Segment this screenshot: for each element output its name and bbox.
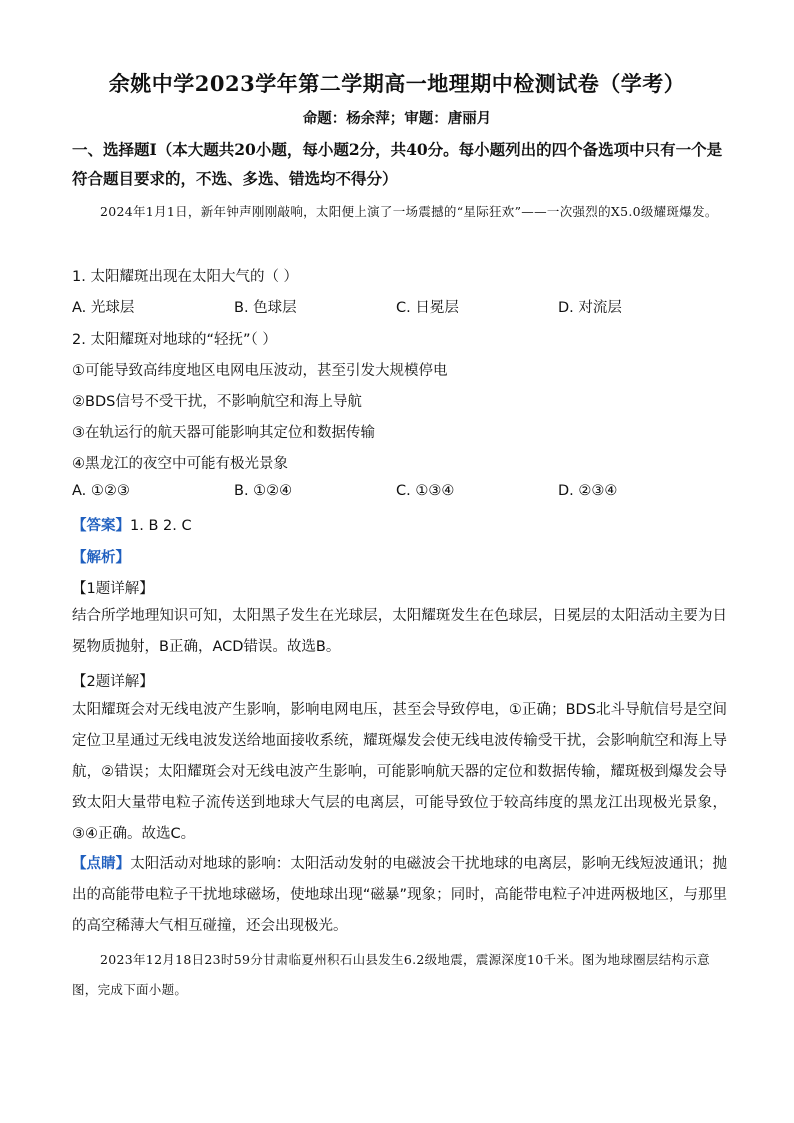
q2-item-3: ③在轨运行的航天器可能影响其定位和数据传输 xyxy=(72,425,375,441)
q1-detail-text: 结合所学地理知识可知，太阳黑子发生在光球层，太阳耀斑发生在色球层，日冕层的太阳活动主要为日冕物质抛射，B正确，ACD错误。故选B。 xyxy=(72,608,727,655)
passage-stem-2: 2023年12月18日23时59分甘肃临夏州积石山县发生6.2级地震，震源深度10千米。图为地球圈层结构示意图，完成下面小题。 xyxy=(72,952,710,997)
q1-option-a: A. 光球层 xyxy=(72,300,135,316)
q1-detail-heading: 【1题详解】 xyxy=(72,581,154,597)
section-heading: 一、选择题Ⅰ（本大题共20小题，每小题2分，共40分。每小题列出的四个备选项中只有一个是符合题目要求的，不选、多选、错选均不得分） xyxy=(72,140,723,188)
exam-authors: 命题：杨余萍；审题：唐丽月 xyxy=(302,110,492,127)
answer-label: 【答案】 xyxy=(72,518,130,534)
answer-line xyxy=(72,514,192,535)
q1-option-b: B. 色球层 xyxy=(234,300,297,316)
tip-paragraph xyxy=(72,849,727,942)
q1-option-c: C. 日冕层 xyxy=(396,300,459,316)
q2-option-c: C. ①③④ xyxy=(396,483,455,499)
tip-text: 太阳活动对地球的影响：太阳活动发射的电磁波会干扰地球的电离层，影响无线短波通讯；抛出的高能带电粒子干扰地球磁场，使地球出现“磁暴”现象；同时，高能带电粒子冲进两极地区，与那里的高空稀薄大气相互碰撞，还会出现极光。 xyxy=(72,856,728,934)
q2-detail-heading: 【2题详解】 xyxy=(72,674,154,690)
analysis-line xyxy=(72,546,130,567)
q2-option-b: B. ①②④ xyxy=(234,483,293,499)
q2-detail-text: 太阳耀斑会对无线电波产生影响，影响电网电压，甚至会导致停电，①正确；BDS北斗导航信号是空间定位卫星通过无线电波发送给地面接收系统，耀斑爆发会使无线电波传输受干扰，会影响航空和海上导航，②错误；太阳耀斑会对无线电波产生影响，可能影响航天器的定位和数据传输，耀斑极到爆发会导致太阳大量带电粒子流传送到地球大气层的电离层，可能导致位于较高纬度的黑龙江出现极光景象，③④正确。故选C。 xyxy=(72,702,727,842)
q2-item-1: ①可能导致高纬度地区电网电压波动，甚至引发大规模停电 xyxy=(72,363,448,379)
question-2: 2. 太阳耀斑对地球的“轻抚”（ ） xyxy=(72,332,277,348)
exam-title: 余姚中学2023学年第二学期高一地理期中检测试卷（学考） xyxy=(108,71,686,96)
q2-option-d: D. ②③④ xyxy=(558,483,618,499)
tip-label: 【点睛】 xyxy=(72,856,131,872)
question-1: 1. 太阳耀斑出现在太阳大气的（ ） xyxy=(72,269,299,285)
q2-item-4: ④黑龙江的夜空中可能有极光景象 xyxy=(72,456,288,472)
passage-stem-1: 2024年1月1日，新年钟声刚刚敲响，太阳便上演了一场震撼的“星际狂欢”——一次强烈的X5.0级耀斑爆发。 xyxy=(100,204,718,219)
q1-option-d: D. 对流层 xyxy=(558,300,622,316)
answer-text: 1. B 2. C xyxy=(130,518,192,534)
q2-option-a: A. ①②③ xyxy=(72,483,130,499)
q2-item-2: ②BDS信号不受干扰，不影响航空和海上导航 xyxy=(72,394,362,410)
analysis-label: 【解析】 xyxy=(72,550,130,566)
